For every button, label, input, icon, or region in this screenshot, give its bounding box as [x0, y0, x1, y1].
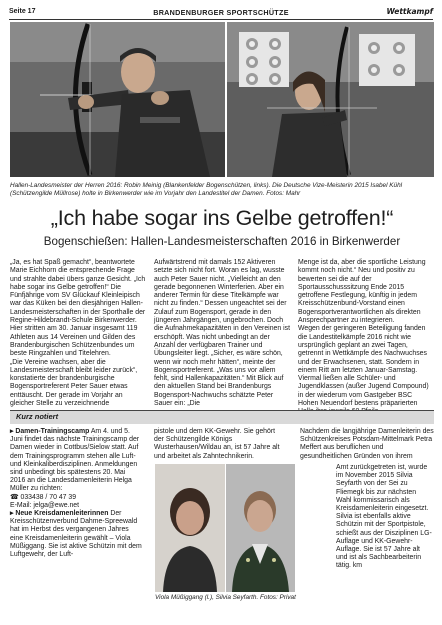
portrait-caption: Viola Müßiggang (l.), Silvia Seyfarth. Fotos: Privat — [155, 594, 296, 601]
article-column-1 — [10, 259, 146, 408]
item-text: Der Kreisschützenverbund Dahme-Spreewald hat im Herbst des vergangenen Jahres eine Kreisdamenleiterin gewählt – Viola Müßiggang. Sie ist aktive Schützin mit dem Luftgewehr, der Luft- — [10, 510, 142, 559]
photo-caption: Hallen-Landesmeister der Herren 2016: Robin Meinig (Blankenfelder Bogenschützen, links). Die Deutsche Vize-Meisterin 2015 Isabel Kühl (Schützengilde Müllrose) holte in Birkenwerder wie im Vorjahr den Landestitel der Damen. Fotos: Mahr — [10, 182, 403, 198]
item-text: pistole und dem KK-Gewehr. Sie gehört der Schützengilde Königs Wusterhausen/Wildau an, ist 57 Jahre alt und arbeitet als Zahntechnikerin. — [154, 428, 280, 460]
item-text: Nachdem die langjährige Damenleiterin des Schützenkreises Potsdam-Mittelmark Petra Meffert aus beruflichen und gesundheitlichen Gründen von ihrem — [300, 428, 434, 460]
article-paragraph: „Ja, es hat Spaß gemacht“, beantwortete Marie Eichhorn die entsprechende Frage und strahlte dabei übers ganze Gesicht. „Ich habe sogar ins Gelbe getroffen!“ Die Fünfjährige vom SV Glückauf Kleinleipisch war das Küken bei den diesjährigen Hallen-Landesmeisterschaften in der Sporthalle der Regine-Hildebrandt-Schule Birkenwerder. Hier stritten am 30. Januar insgesamt 119 Athleten aus 14 Vereinen und Gilden des Brandenburgischen Schützenbundes um beste Ringzahlen und Titelehren. — [10, 259, 146, 358]
article-column-2 — [154, 259, 290, 408]
kurz-column-1 — [10, 428, 142, 559]
article-paragraph: „Die Vereine wachsen, aber die Landesmeisterschaft bleibt leider zurück“, konstatierte der brandenburgische Bogensportreferent Peter Sauer etwas enttäuscht. Der gerade im Vorjahr an gleicher Stelle zu verzeichnende — [10, 358, 138, 408]
page-number: Seite 17 — [9, 8, 36, 15]
magazine-title: BRANDENBURGER SPORTSCHÜTZE — [153, 8, 289, 17]
kurz-column-3-continued — [300, 464, 432, 571]
kurz-column-3 — [300, 428, 434, 461]
item-heading: ▸ Neue Kreisdamenleiterinnen — [10, 510, 109, 518]
portrait-photos — [155, 464, 295, 592]
article-paragraph: Wegen der geringeren Beteiligung fanden die Landestitelkämpfe 2016 nicht wie ursprünglich geplant an zwei Tagen, getrennt in Wettkämpfe des Nachwuchses und der Erwachsenen, statt. Sondern in einem Ritt am letzten Januar-Samstag. Viermal ließen alle Schüler- und Jugendklassen (außer Jugend Compound) in der wiederum vom Gastgeber BSC Hohen Neuendorf bestens präparierten — [298, 325, 429, 408]
article-subheadline: Bogenschießen: Hallen-Landesmeisterschaften 2016 in Birkenwerder — [43, 235, 401, 248]
portrait-viola — [155, 464, 225, 592]
photo-male-archer — [10, 22, 225, 177]
item-text: Am 4. und 5. Juni findet das nächste Trainingscamp der Damen wieder in Cottbus/Sielow statt. Auf dem Trainingsprogramm stehen alle Luft- und Kleinkaliberdisziplinen. Anmeldungen sind unbedingt bis spätestens 20. Mai 2016 an die Landesdamenleiterin Helga Müller zu richten: — [10, 428, 140, 493]
item-heading: ▸ Damen-Trainingscamp — [10, 428, 90, 435]
article-column-3 — [298, 259, 434, 417]
section-label: Wettkampf — [386, 7, 433, 16]
phone-number: ☎ 033438 / 70 47 39 — [10, 493, 77, 501]
photo-female-archer — [227, 22, 434, 177]
kurz-notiert-title: Kurz notiert — [16, 412, 59, 421]
article-paragraph: Menge ist da, aber die sportliche Leistung kommt noch nicht.“ Neu und positiv zu bewerten sei die auf der Sportausschusssitzung Ende 2015 getroffene Festlegung, künftig in jedem Kreisschützenbund-Vorstand einen Bogensportverantwortlichen als direkten Ansprechpartner zu integrieren. — [298, 259, 426, 325]
header-rule — [9, 19, 433, 20]
item-text: Amt zurückgetreten ist, wurde im November 2015 Silvia Seyfarth von der Sei zu Fliemegk bis zur nächsten Wahl kommissarisch als Kreisdamenleiterin eingesetzt. Silvia ist ebenfalls aktive Schützin mit der Sportpistole, schießt aus der Disziplinen LG-Auflage und KK-Gewehr-Auflage. Sie ist 57 Jahre alt und ist als Sachbearbeiterin tätig. km — [336, 464, 432, 570]
article-headline: „Ich habe sogar ins Gelbe getroffen!“ — [50, 206, 394, 230]
kurz-notiert-bar — [10, 410, 434, 424]
kurz-column-2 — [154, 428, 286, 461]
article-paragraph: Aufwärtstrend mit damals 152 Aktiveren setzte sich nicht fort. Woran es lag, wusste auch Peter Sauer nicht. „Vielleicht an den gerade begonnenen Winterferien. Aber ein anderer Termin für diese Titelkämpfe war nicht zu finden.“ Dessen ungeachtet sei der Zulauf zum Bogensport, gerade in den jüngeren Jahrgängen, ungebrochen. Doch die Aufnahmekapazitäten in den Vereinen ist erschöpft. Was nicht unbedingt an der Anzahl der verfügbaren Trainer und Übungsleiter liegt. „Sicher, es wäre schön, wenn wir noch mehr hätten“, meinte der Bogensportreferent. „Was uns vor allem fehlt, sind Hallenkapazitäten.“ Mit Blick auf den aktuellen Stand bei Brandenburgs Bogensport-Nachwuchs schätzte Peter Sauer ein: „Die — [154, 259, 290, 408]
email-address: E-Mail: jelga@ewe.net — [10, 501, 80, 509]
page-header — [9, 6, 433, 20]
portrait-silvia — [226, 464, 295, 592]
